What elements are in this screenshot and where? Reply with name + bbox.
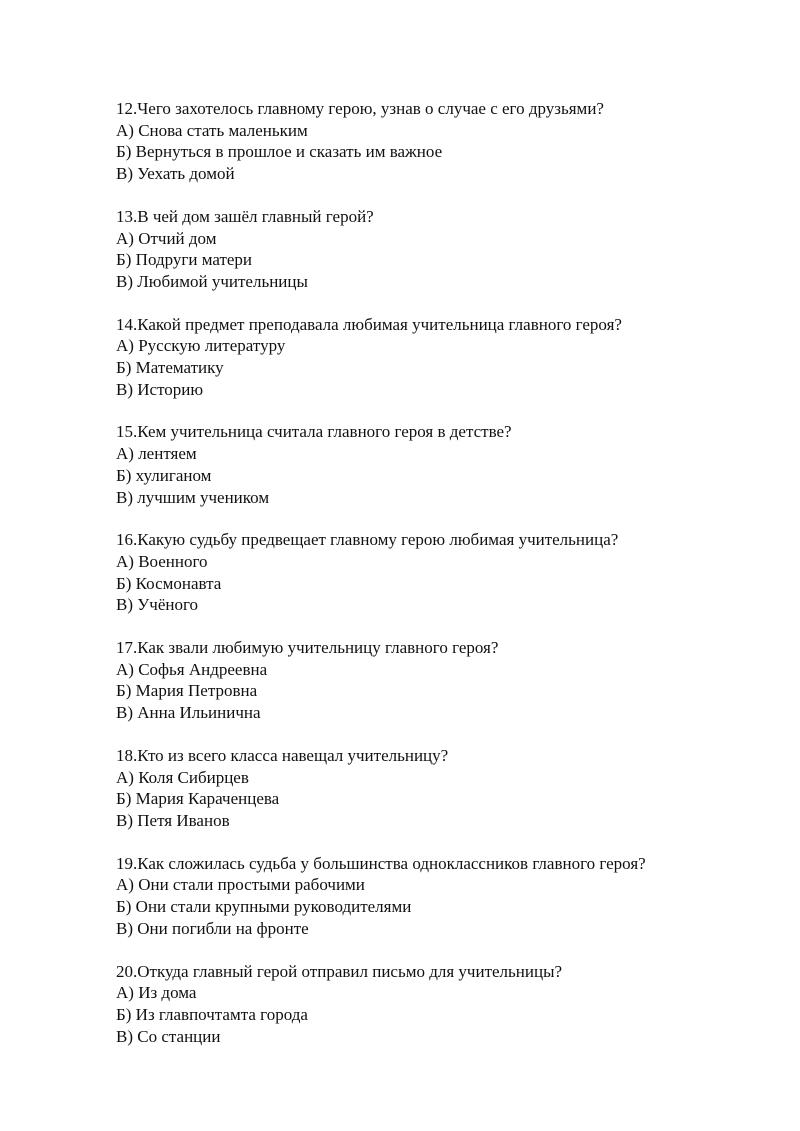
question-14 [116,314,766,401]
question-text: 12.Чего захотелось главному герою, узнав о случае с его друзьями? [116,99,604,118]
option-a: А) Русскую литературу [116,336,286,356]
option-c: В) лучшим учеником [116,487,270,507]
option-b: Б) Они стали крупными руководителями [116,897,412,917]
option-a: А) Из дома [116,983,197,1003]
option-b: Б) Вернуться в прошлое и сказать им важное [116,142,443,162]
option-c: В) Они погибли на фронте [116,918,309,938]
document-page [116,98,766,1068]
option-c: В) Историю [116,379,204,399]
question-12 [116,98,766,185]
option-a: А) Софья Андреевна [116,659,268,679]
question-13 [116,206,766,293]
option-c: В) Со станции [116,1026,221,1046]
option-c: В) Анна Ильинична [116,703,261,723]
option-b: Б) Подруги матери [116,250,253,270]
question-17 [116,637,766,724]
question-text: 13.В чей дом зашёл главный герой? [116,206,374,226]
option-a: А) Снова стать маленьким [116,120,308,140]
option-b: Б) Из главпочтамта города [116,1004,308,1024]
option-b: Б) Математику [116,358,224,378]
option-b: Б) Космонавта [116,573,222,593]
option-a: А) лентяем [116,444,197,464]
question-19 [116,853,766,940]
option-c: В) Уехать домой [116,164,235,184]
option-a: А) Военного [116,551,208,571]
question-text: 20.Откуда главный герой отправил письмо для учительницы? [116,961,563,981]
option-c: В) Учёного [116,595,199,615]
option-a: А) Коля Сибирцев [116,767,249,787]
option-b: Б) хулиганом [116,465,212,485]
question-18 [116,745,766,832]
question-text: 16.Какую судьбу предвещает главному герою любимая учительница? [116,530,619,550]
question-text: 18.Кто из всего класса навещал учительницу? [116,745,449,765]
question-20 [116,961,766,1048]
option-a: А) Отчий дом [116,228,217,248]
question-15 [116,421,766,508]
question-16 [116,529,766,616]
option-c: В) Любимой учительницы [116,271,308,291]
option-a: А) Они стали простыми рабочими [116,875,365,895]
question-text: 15.Кем учительница считала главного героя в детстве? [116,422,512,442]
option-b: Б) Мария Караченцева [116,789,280,809]
question-text: 14.Какой предмет преподавала любимая учительница главного героя? [116,314,622,334]
option-c: В) Петя Иванов [116,810,230,830]
question-text: 17.Как звали любимую учительницу главного героя? [116,638,499,658]
question-text: 19.Как сложилась судьба у большинства одноклассников главного героя? [116,853,646,873]
option-b: Б) Мария Петровна [116,681,258,701]
